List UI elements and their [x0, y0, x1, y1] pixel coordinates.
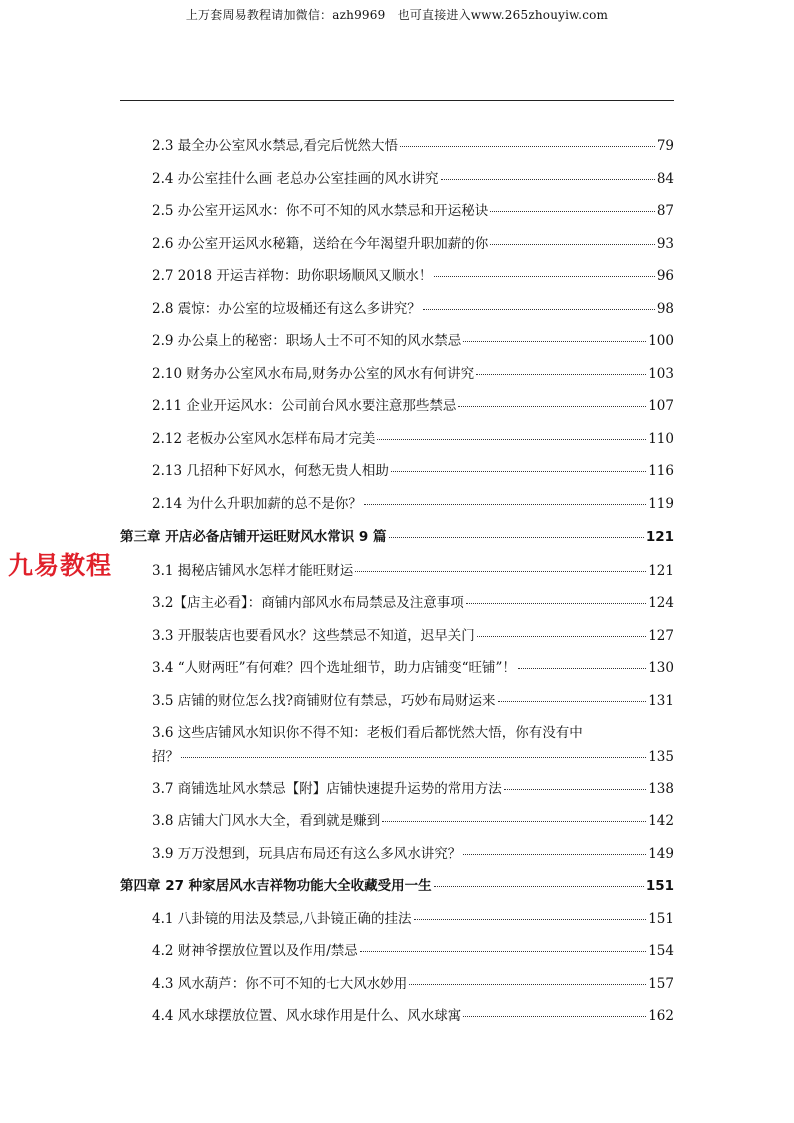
toc-page: 135 [648, 749, 674, 765]
toc-page: 138 [648, 781, 674, 797]
toc-entry[interactable] [152, 461, 674, 481]
leader-dots [409, 983, 646, 985]
toc-title-line1: 3.6 这些店铺风水知识你不得不知：老板们看后都恍然大悟，你有没有中 [152, 725, 583, 741]
toc-title: 2.9 办公桌上的秘密：职场人士不可不知的风水禁忌 [152, 333, 462, 349]
toc-entry[interactable] [152, 266, 674, 286]
leader-dots [463, 340, 646, 342]
leader-dots [364, 503, 646, 505]
toc-page: 93 [656, 236, 674, 252]
leader-dots [458, 405, 646, 407]
toc-page: 149 [648, 846, 674, 862]
leader-dots [504, 788, 646, 790]
toc-entry[interactable] [152, 136, 674, 156]
leader-dots [414, 918, 647, 920]
toc-page: 142 [648, 813, 674, 829]
toc-title: 4.1 八卦镜的用法及禁忌,八卦镜正确的挂法 [152, 911, 412, 927]
toc-page: 107 [648, 398, 674, 414]
leader-dots [181, 756, 646, 758]
toc-page: 127 [648, 628, 674, 644]
toc-title: 3.7 商铺选址风水禁忌【附】店铺快速提升运势的常用方法 [152, 781, 502, 797]
toc-page: 121 [645, 529, 674, 545]
toc-title-line2: 招？ [152, 749, 179, 765]
toc-title: 2.5 办公室开运风水：你不可不知的风水禁忌和开运秘诀 [152, 203, 489, 219]
toc-title: 4.3 风水葫芦：你不可不知的七大风水妙用 [152, 976, 408, 992]
toc-title: 2.12 老板办公室风水怎样布局才完美 [152, 431, 376, 447]
toc-entry-multiline[interactable] [152, 723, 674, 767]
leader-dots [490, 210, 655, 212]
leader-dots [434, 275, 654, 277]
toc-page: 98 [656, 301, 674, 317]
leader-dots [477, 635, 646, 637]
leader-dots [382, 820, 646, 822]
toc-page: 84 [656, 171, 674, 187]
toc-title: 2.11 企业开运风水：公司前台风水要注意那些禁忌 [152, 398, 457, 414]
toc-entry[interactable] [152, 974, 674, 994]
leader-dots [377, 438, 646, 440]
toc-entry[interactable] [152, 941, 674, 961]
toc-title: 4.2 财神爷摆放位置以及作用/禁忌 [152, 943, 358, 959]
toc-entry[interactable] [152, 658, 674, 678]
toc-entry[interactable] [152, 331, 674, 351]
toc-entry[interactable] [152, 429, 674, 449]
toc-title: 2.13 几招种下好风水，何愁无贵人相助 [152, 463, 389, 479]
leader-dots [466, 602, 646, 604]
toc-page: 162 [648, 1008, 674, 1024]
toc-page: 100 [648, 333, 674, 349]
leader-dots [389, 536, 644, 538]
toc-page: 96 [656, 268, 674, 284]
leader-dots [441, 178, 655, 180]
toc-title: 3.1 揭秘店铺风水怎样才能旺财运 [152, 563, 354, 579]
toc-title: 2.3 最全办公室风水禁忌,看完后恍然大悟 [152, 138, 399, 154]
leader-dots [498, 700, 647, 702]
toc-entry[interactable] [152, 396, 674, 416]
toc-title: 2.8 震惊：办公室的垃圾桶还有这么多讲究？ [152, 301, 421, 317]
page-header: 上万套周易教程请加微信：azh9969 也可直接进入www.265zhouyiw.com [185, 8, 609, 22]
leader-dots [490, 243, 655, 245]
toc-title: 3.3 开服装店也要看风水？这些禁忌不知道，迟早关门 [152, 628, 475, 644]
toc-entry[interactable] [152, 169, 674, 189]
toc-chapter-3[interactable] [120, 527, 674, 547]
toc-page: 79 [656, 138, 674, 154]
toc-entry[interactable] [152, 364, 674, 384]
toc-entry[interactable] [152, 626, 674, 646]
toc-page: 151 [648, 911, 674, 927]
toc-entry[interactable] [152, 561, 674, 581]
toc-title: 3.8 店铺大门风水大全，看到就是赚到 [152, 813, 381, 829]
toc-entry[interactable] [152, 844, 674, 864]
toc-title: 2.7 2018 开运吉祥物：助你职场顺风又顺水！ [152, 268, 433, 284]
toc-page: 119 [648, 496, 674, 512]
toc-title: 第四章 27 种家居风水吉祥物功能大全收藏受用一生 [120, 878, 432, 894]
toc-chapter-4[interactable] [120, 876, 674, 896]
leader-dots [518, 667, 646, 669]
toc-title: 3.4 “人财两旺”有何难？四个选址细节，助力店铺变“旺铺”！ [152, 660, 516, 676]
leader-dots [400, 145, 655, 147]
toc-entry[interactable] [152, 299, 674, 319]
toc-page: 157 [648, 976, 674, 992]
toc-page: 151 [645, 878, 674, 894]
toc-page: 154 [648, 943, 674, 959]
toc-title: 3.2【店主必看】：商铺内部风水布局禁忌及注意事项 [152, 595, 464, 611]
leader-dots [463, 1015, 646, 1017]
toc-title: 2.6 办公室开运风水秘籍，送给在今年渴望升职加薪的你 [152, 236, 489, 252]
toc-page: 124 [648, 595, 674, 611]
toc-page: 131 [648, 693, 674, 709]
leader-dots [434, 885, 644, 887]
leader-dots [476, 373, 646, 375]
toc-entry[interactable] [152, 1006, 674, 1026]
toc-title: 3.9 万万没想到，玩具店布局还有这么多风水讲究？ [152, 846, 462, 862]
toc-title: 4.4 风水球摆放位置、风水球作用是什么、风水球寓 [152, 1008, 462, 1024]
toc-page: 116 [648, 463, 674, 479]
toc-entry[interactable] [152, 909, 674, 929]
toc-entry[interactable] [152, 201, 674, 221]
leader-dots [463, 853, 646, 855]
toc-entry[interactable] [152, 593, 674, 613]
toc-entry[interactable] [152, 691, 674, 711]
watermark-logo: 九易教程 [8, 551, 113, 580]
toc-title: 3.5 店铺的财位怎么找?商铺财位有禁忌，巧妙布局财运来 [152, 693, 496, 709]
toc-page: 103 [648, 366, 674, 382]
toc-title: 2.4 办公室挂什么画 老总办公室挂画的风水讲究 [152, 171, 439, 187]
toc-entry[interactable] [152, 811, 674, 831]
toc-entry[interactable] [152, 234, 674, 254]
leader-dots [360, 950, 646, 952]
toc-title: 2.14 为什么升职加薪的总不是你？ [152, 496, 362, 512]
toc-page: 110 [648, 431, 674, 447]
leader-dots [355, 570, 646, 572]
leader-dots [391, 470, 646, 472]
toc-title: 第三章 开店必备店铺开运旺财风水常识 9 篇 [120, 529, 387, 545]
toc-entry[interactable] [152, 494, 674, 514]
toc-title: 2.10 财务办公室风水布局,财务办公室的风水有何讲究 [152, 366, 475, 382]
toc-entry[interactable] [152, 779, 674, 799]
toc-page: 87 [656, 203, 674, 219]
toc-page: 121 [648, 563, 674, 579]
leader-dots [423, 308, 655, 310]
toc-page: 130 [648, 660, 674, 676]
